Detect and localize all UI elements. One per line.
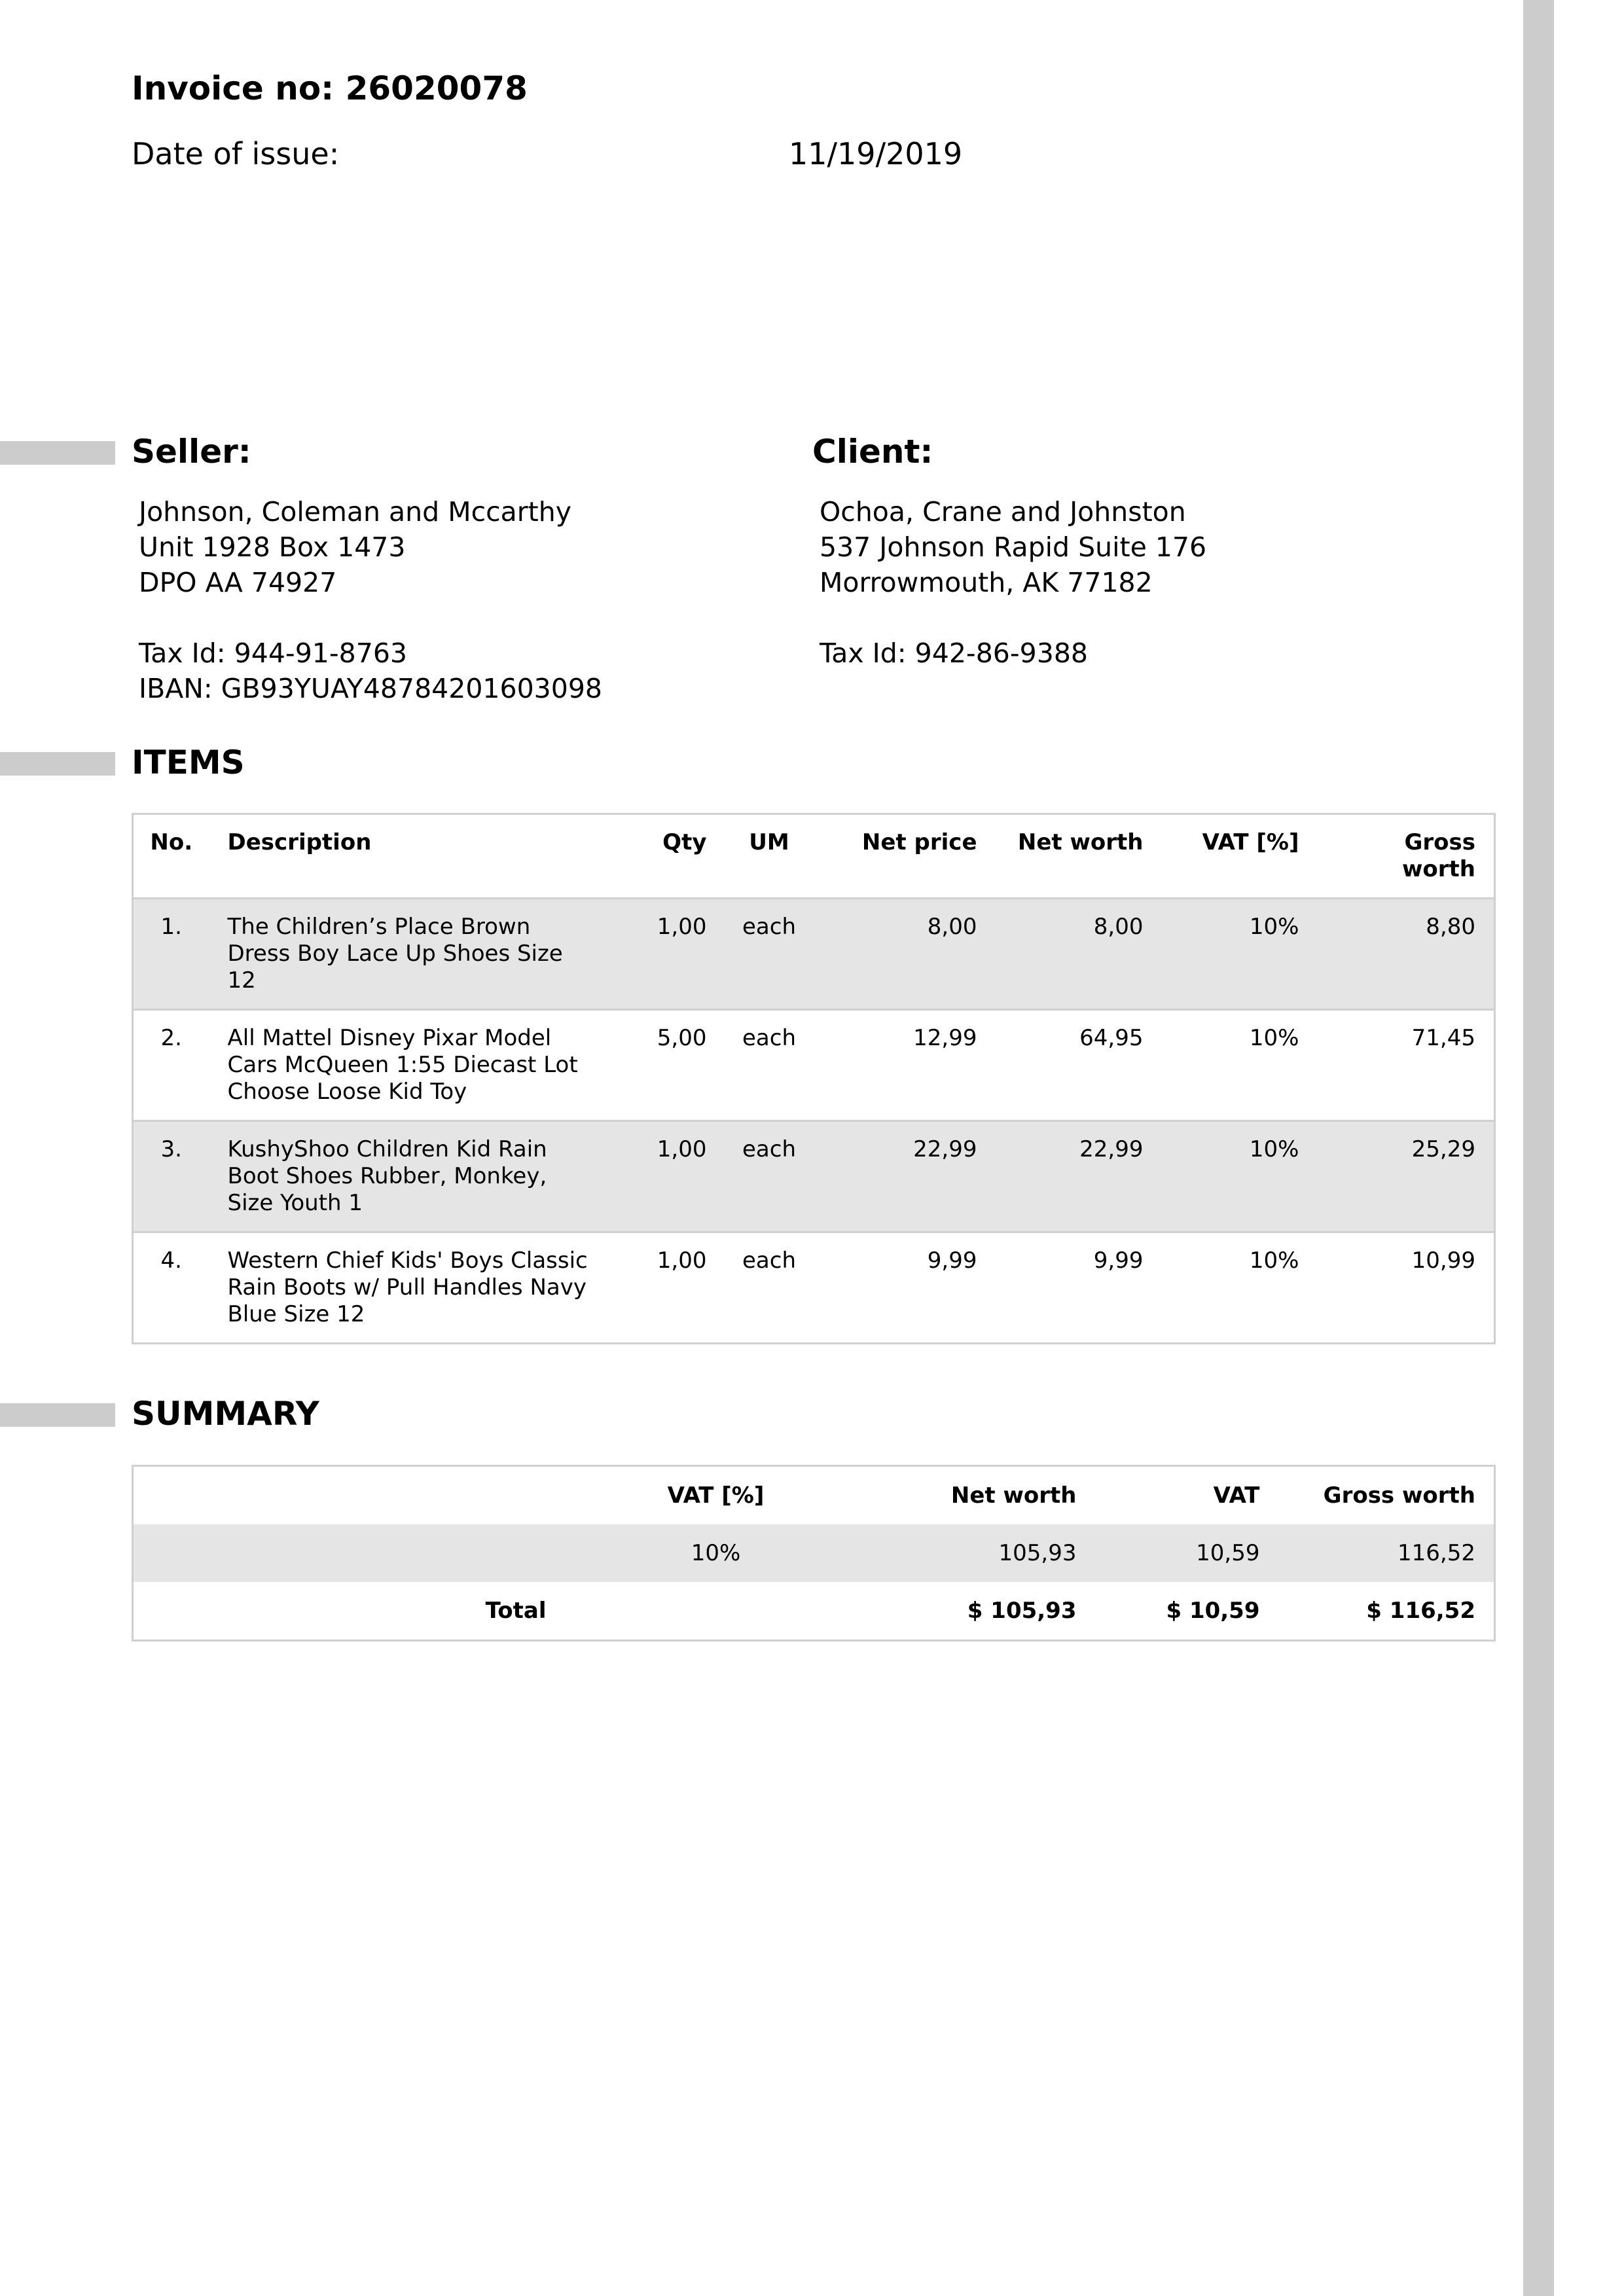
seller-iban: IBAN: GB93YUAY48784201603098 — [139, 673, 603, 704]
table-row — [133, 1010, 1495, 1121]
summary-vat: 10,59 — [1095, 1524, 1278, 1582]
item-description — [221, 1121, 645, 1232]
client-heading: Client: — [812, 433, 933, 471]
summary-col-vat-rate: VAT [%] — [667, 1482, 765, 1509]
col-header-gross-worth — [1318, 814, 1495, 899]
seller-address-line1: Unit 1928 Box 1473 — [139, 531, 406, 563]
col-header-um: UM — [725, 814, 825, 899]
items-heading: ITEMS — [132, 744, 245, 781]
item-um: each — [725, 899, 825, 1010]
summary-rate-row — [133, 1524, 1495, 1582]
summary-vat-rate: 10% — [565, 1524, 879, 1582]
item-vat: 10% — [1162, 1010, 1318, 1121]
issue-date-label: Date of issue: — [132, 136, 340, 171]
section-marker-summary — [0, 1403, 115, 1427]
client-address-line2: Morrowmouth, AK 77182 — [820, 567, 1153, 598]
item-description-line: Choose Loose Kid Toy — [227, 1079, 467, 1105]
item-net-price: 9,99 — [825, 1232, 996, 1344]
table-row — [133, 1232, 1495, 1344]
summary-total-vat: $ 10,59 — [1166, 1598, 1260, 1624]
col-header-net-worth: Net worth — [996, 814, 1162, 899]
seller-heading: Seller: — [132, 433, 251, 471]
item-description-line: Cars McQueen 1:55 Diecast Lot — [227, 1052, 578, 1078]
summary-table — [132, 1465, 1496, 1641]
item-net-worth: 8,00 — [996, 899, 1162, 1010]
summary-col-gross-worth: Gross worth — [1323, 1482, 1475, 1509]
item-net-price: 22,99 — [825, 1121, 996, 1232]
item-description-line: All Mattel Disney Pixar Model — [227, 1025, 552, 1051]
item-description-line: Size Youth 1 — [227, 1190, 363, 1216]
item-qty: 5,00 — [645, 1010, 725, 1121]
summary-header-row — [133, 1466, 1495, 1525]
issue-date-value: 11/19/2019 — [789, 136, 963, 171]
summary-rate-blank — [133, 1524, 565, 1582]
col-header-net-price: Net price — [825, 814, 996, 899]
section-marker-seller — [0, 441, 115, 465]
summary-total-row — [133, 1582, 1495, 1641]
col-header-qty: Qty — [645, 814, 725, 899]
table-row — [133, 1121, 1495, 1232]
item-qty: 1,00 — [645, 1121, 725, 1232]
item-gross-worth: 10,99 — [1318, 1232, 1495, 1344]
summary-header-blank — [133, 1466, 565, 1525]
client-tax-id: Tax Id: 942-86-9388 — [820, 637, 1088, 669]
summary-heading: SUMMARY — [132, 1395, 319, 1433]
item-description — [221, 1232, 645, 1344]
item-net-worth: 22,99 — [996, 1121, 1162, 1232]
item-net-worth: 9,99 — [996, 1232, 1162, 1344]
item-um: each — [725, 1010, 825, 1121]
item-description-line: Western Chief Kids' Boys Classic — [227, 1247, 588, 1274]
summary-net-worth: 105,93 — [879, 1524, 1095, 1582]
item-description-line: Blue Size 12 — [227, 1301, 365, 1327]
seller-address-line2: DPO AA 74927 — [139, 567, 337, 598]
item-um: each — [725, 1232, 825, 1344]
item-gross-worth: 71,45 — [1318, 1010, 1495, 1121]
section-marker-items — [0, 752, 115, 776]
client-name: Ochoa, Crane and Johnston — [820, 496, 1186, 528]
col-header-vat: VAT [%] — [1162, 814, 1318, 899]
client-address-line1: 537 Johnson Rapid Suite 176 — [820, 531, 1207, 563]
item-no: 2. — [133, 1010, 221, 1121]
item-description-line: Dress Boy Lace Up Shoes Size — [227, 941, 563, 967]
summary-total-label: Total — [485, 1598, 547, 1624]
item-net-worth: 64,95 — [996, 1010, 1162, 1121]
item-net-price: 8,00 — [825, 899, 996, 1010]
item-no: 3. — [133, 1121, 221, 1232]
item-description-line: 12 — [227, 967, 256, 994]
item-qty: 1,00 — [645, 1232, 725, 1344]
item-gross-worth: 8,80 — [1318, 899, 1495, 1010]
client-details — [820, 494, 1206, 671]
item-description-line: Rain Boots w/ Pull Handles Navy — [227, 1274, 586, 1300]
item-description-line: The Children’s Place Brown — [227, 914, 531, 940]
item-vat: 10% — [1162, 899, 1318, 1010]
summary-gross-worth: 116,52 — [1278, 1524, 1495, 1582]
summary-col-vat: VAT — [1213, 1482, 1260, 1509]
table-row — [133, 899, 1495, 1010]
item-net-price: 12,99 — [825, 1010, 996, 1121]
col-header-description: Description — [221, 814, 645, 899]
item-description-line: KushyShoo Children Kid Rain — [227, 1136, 547, 1162]
seller-name: Johnson, Coleman and Mccarthy — [139, 496, 571, 528]
item-description — [221, 899, 645, 1010]
col-header-no: No. — [133, 814, 221, 899]
items-header-row — [133, 814, 1495, 899]
invoice-title: Invoice no: 26020078 — [132, 69, 528, 107]
summary-total-gross-worth: $ 116,52 — [1366, 1598, 1475, 1624]
item-description — [221, 1010, 645, 1121]
seller-tax-id: Tax Id: 944-91-8763 — [139, 637, 407, 669]
summary-total-net-worth: $ 105,93 — [967, 1598, 1077, 1624]
item-vat: 10% — [1162, 1121, 1318, 1232]
item-no: 4. — [133, 1232, 221, 1344]
item-qty: 1,00 — [645, 899, 725, 1010]
summary-col-net-worth: Net worth — [950, 1482, 1077, 1509]
items-table — [132, 813, 1496, 1344]
item-gross-worth: 25,29 — [1318, 1121, 1495, 1232]
page-edge-bar — [1523, 0, 1554, 2296]
col-header-gross-line1: Gross — [1404, 829, 1475, 855]
seller-details — [139, 494, 602, 706]
summary-total-blank — [565, 1582, 879, 1641]
col-header-gross-line2: worth — [1402, 856, 1475, 882]
item-um: each — [725, 1121, 825, 1232]
item-vat: 10% — [1162, 1232, 1318, 1344]
item-description-line: Boot Shoes Rubber, Monkey, — [227, 1163, 547, 1189]
item-no: 1. — [133, 899, 221, 1010]
